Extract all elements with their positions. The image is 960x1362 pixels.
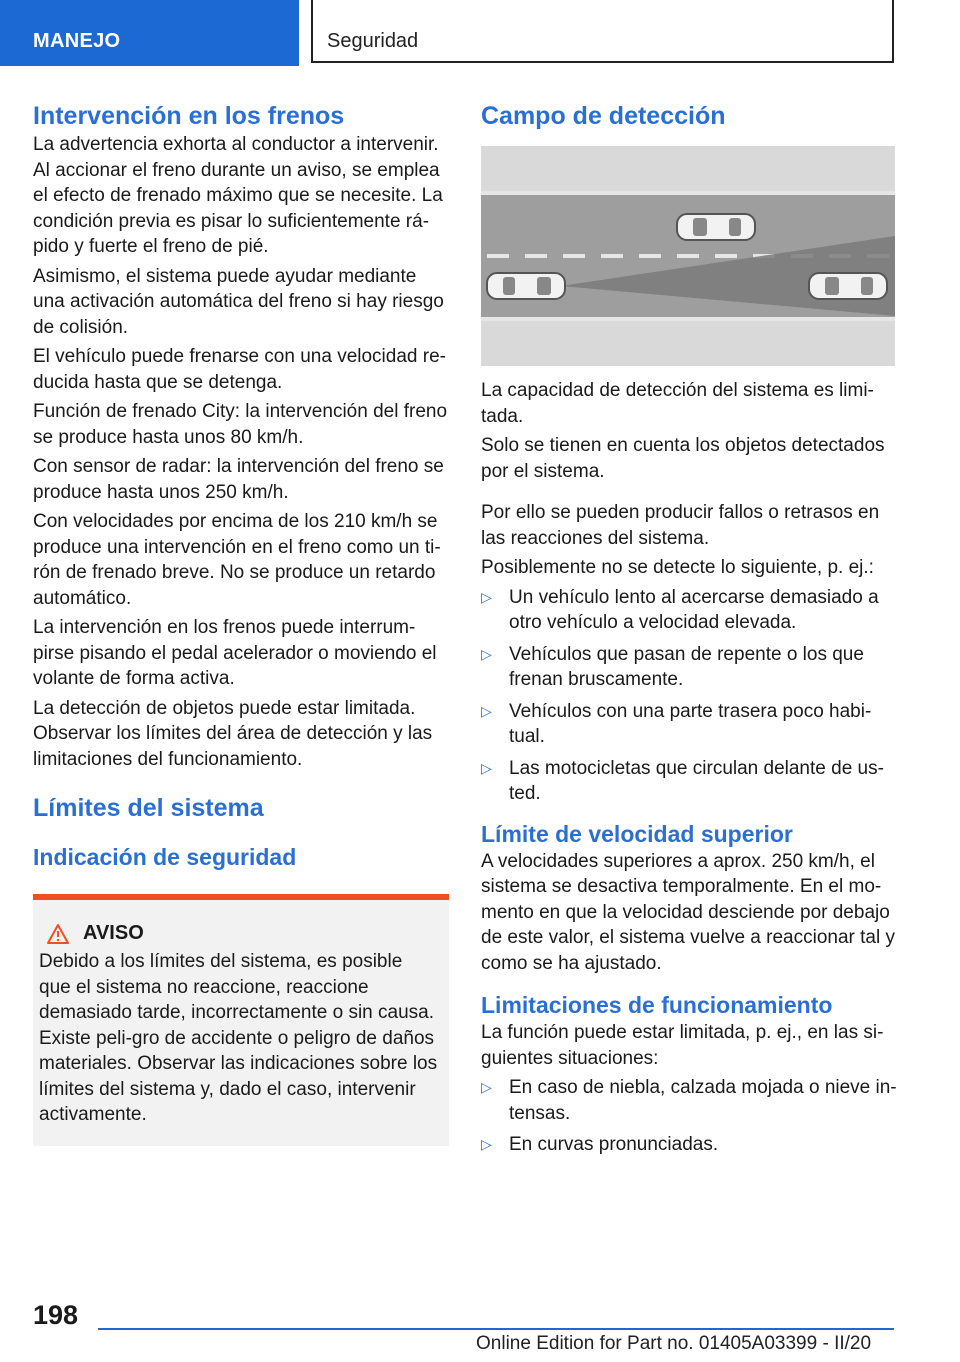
list-item-text: En caso de niebla, calzada mojada o nieve in-tensas. [509, 1077, 897, 1124]
warning-title: AVISO [83, 922, 144, 944]
triangle-bullet-icon: ▷ [481, 588, 492, 605]
paragraph: Solo se tienen en cuenta los objetos detectados por el sistema. [481, 435, 885, 482]
page-number: 198 [33, 1300, 79, 1330]
paragraph: Función de frenado City: la intervención del freno se produce hasta unos 80 km/h. [33, 401, 448, 448]
warning-text: Debido a los límites del sistema, es posible que el sistema no reaccione, reaccione demasiado tarde, incorrectamente o sin causa. Existe peli-gro de accidente o peligro de daños materiales. Observar las indicaciones sobre los límites del sistema y, dado el caso, intervenir activamente. [39, 951, 438, 1125]
paragraph: La advertencia exhorta al conductor a intervenir. Al accionar el freno durante un aviso, se emplea el efecto de frenado máximo que se necesite. La condición previa es pisar lo suficientemente rá-pido y fuerte el freno de pié. [33, 134, 443, 257]
right-column [481, 100, 897, 1164]
list-item [481, 756, 897, 807]
paragraph: A velocidades superiores a aprox. 250 km/h, el sistema se desactiva temporalmente. En el mo-mento en que la velocidad desciende por debajo de este valor, el sistema vuelve a reaccionar tal y como se ha ajustado. [481, 850, 895, 974]
heading-detection-field: Campo de detección [481, 102, 726, 130]
left-column [33, 100, 449, 1146]
paragraph: La intervención en los frenos puede interrum-pirse pisando el pedal acelerador o moviendo el volante de forma activa. [33, 617, 437, 689]
bullet-list-limitations [481, 1075, 897, 1158]
paragraph: Posiblemente no se detecte lo siguiente, p. ej.: [481, 557, 874, 578]
own-car-icon [487, 273, 565, 299]
triangle-bullet-icon: ▷ [481, 759, 492, 776]
chapter-title: Seguridad [327, 30, 419, 52]
triangle-bullet-icon: ▷ [481, 645, 492, 662]
warning-triangle-icon [47, 924, 69, 944]
paragraph: Asimismo, el sistema puede ayudar mediante una activación automática del freno si hay riesgo de colisión. [33, 265, 444, 338]
list-item-text: Un vehículo lento al acercarse demasiado a otro vehículo a velocidad elevada. [509, 586, 879, 633]
paragraph: La función puede estar limitada, p. ej., en las si-guientes situaciones: [481, 1022, 884, 1069]
paragraph: Por ello se pueden producir fallos o retrasos en las reacciones del sistema. [481, 502, 880, 549]
warning-box [33, 894, 449, 1146]
heading-upper-speed-limit: Límite de velocidad superior [481, 820, 793, 847]
footer-edition: Online Edition for Part no. 01405A03399 - II/20 [476, 1333, 872, 1354]
detection-field-illustration [481, 146, 895, 366]
list-item [481, 1132, 897, 1158]
list-item-text: Las motocicletas que circulan delante de us-ted. [509, 757, 884, 804]
list-item [481, 642, 897, 693]
list-item [481, 1075, 897, 1126]
heading-safety-note: Indicación de seguridad [33, 844, 297, 870]
paragraph: La capacidad de detección del sistema es limi-tada. [481, 380, 874, 427]
heading-function-limitations: Limitaciones de funcionamiento [481, 992, 833, 1018]
paragraph: El vehículo puede frenarse con una velocidad re-ducida hasta que se detenga. [33, 346, 446, 393]
heading-brake-intervention: Intervención en los frenos [33, 102, 345, 130]
header-section-tab [0, 0, 299, 66]
list-item-text: Vehículos que pasan de repente o los que frenan bruscamente. [509, 643, 864, 690]
paragraph: Con velocidades por encima de los 210 km/h se produce una intervención en el freno como un ti-rón de frenado breve. No se produce un retardo automático. [33, 511, 441, 609]
bullet-list-undetected [481, 585, 897, 807]
heading-system-limits: Límites del sistema [33, 794, 264, 822]
list-item-text: Vehículos con una parte trasera poco habi-tual. [509, 700, 872, 747]
triangle-bullet-icon: ▷ [481, 1136, 492, 1152]
paragraph: Con sensor de radar: la intervención del freno se produce hasta unos 250 km/h. [33, 456, 444, 503]
car-ahead-icon [677, 214, 755, 240]
list-item [481, 585, 897, 636]
header-chapter-box [311, 0, 894, 63]
warning-title-row [47, 922, 439, 945]
triangle-bullet-icon: ▷ [481, 702, 492, 719]
list-item [481, 699, 897, 750]
car-front-icon [809, 273, 887, 299]
section-title: MANEJO [33, 30, 121, 52]
footer-divider [98, 1328, 894, 1330]
list-item-text: En curvas pronunciadas. [509, 1134, 719, 1155]
triangle-bullet-icon: ▷ [481, 1079, 492, 1095]
paragraph: La detección de objetos puede estar limitada. Observar los límites del área de detección y las limitaciones del funcionamiento. [33, 697, 433, 770]
